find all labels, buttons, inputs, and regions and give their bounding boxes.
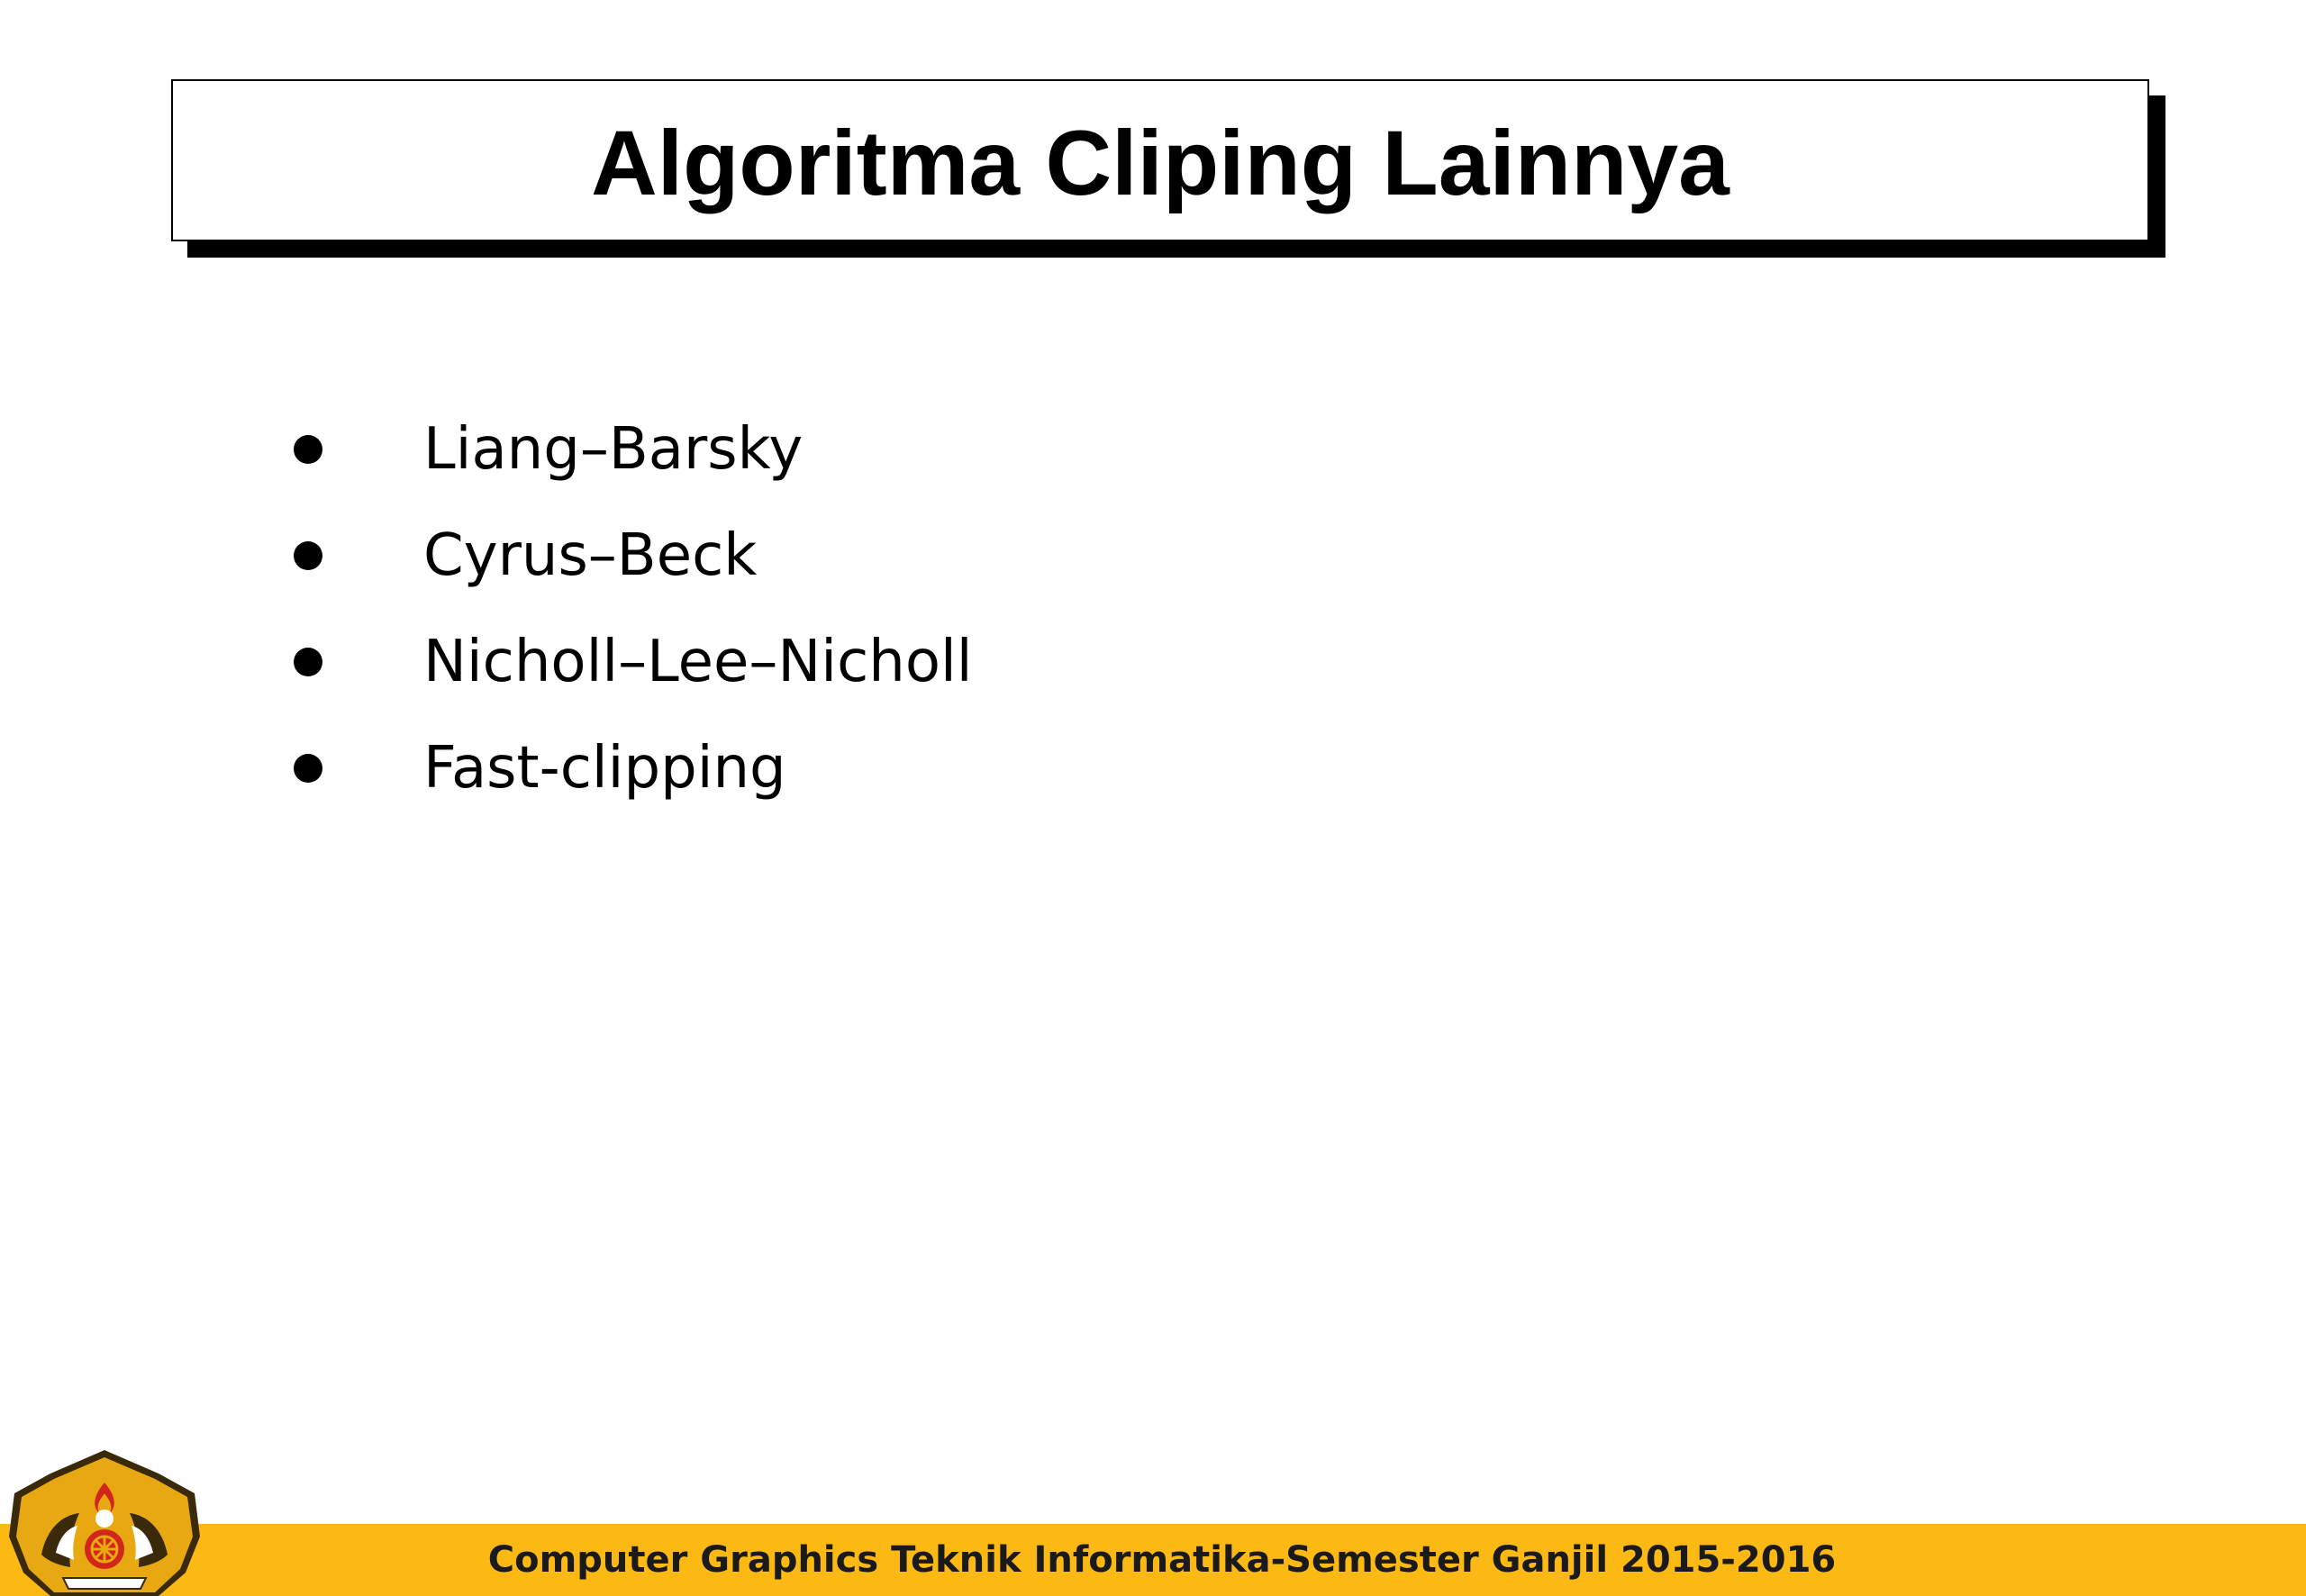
university-emblem-logo bbox=[5, 1446, 204, 1596]
bullet-icon bbox=[294, 754, 322, 783]
bullet-icon bbox=[294, 648, 322, 676]
footer-bar bbox=[0, 1524, 2306, 1596]
bullet-text: Cyrus–Beck bbox=[423, 522, 758, 589]
list-item bbox=[288, 503, 973, 609]
list-item bbox=[288, 609, 973, 715]
bullet-text: Liang–Barsky bbox=[423, 416, 803, 483]
bullet-text: Nicholl–Lee–Nicholl bbox=[423, 629, 973, 695]
list-item bbox=[288, 715, 973, 821]
slide-title: Algoritma Cliping Lainnya bbox=[591, 111, 1730, 214]
bullet-icon bbox=[294, 435, 322, 464]
bullet-text: Fast-clipping bbox=[423, 735, 786, 802]
footer-text: Computer Graphics Teknik Informatika-Semester Ganjil 2015-2016 bbox=[487, 1539, 1837, 1581]
list-item bbox=[288, 396, 973, 503]
title-box bbox=[171, 79, 2149, 241]
bullet-icon bbox=[294, 541, 322, 570]
bullet-list bbox=[288, 396, 973, 821]
